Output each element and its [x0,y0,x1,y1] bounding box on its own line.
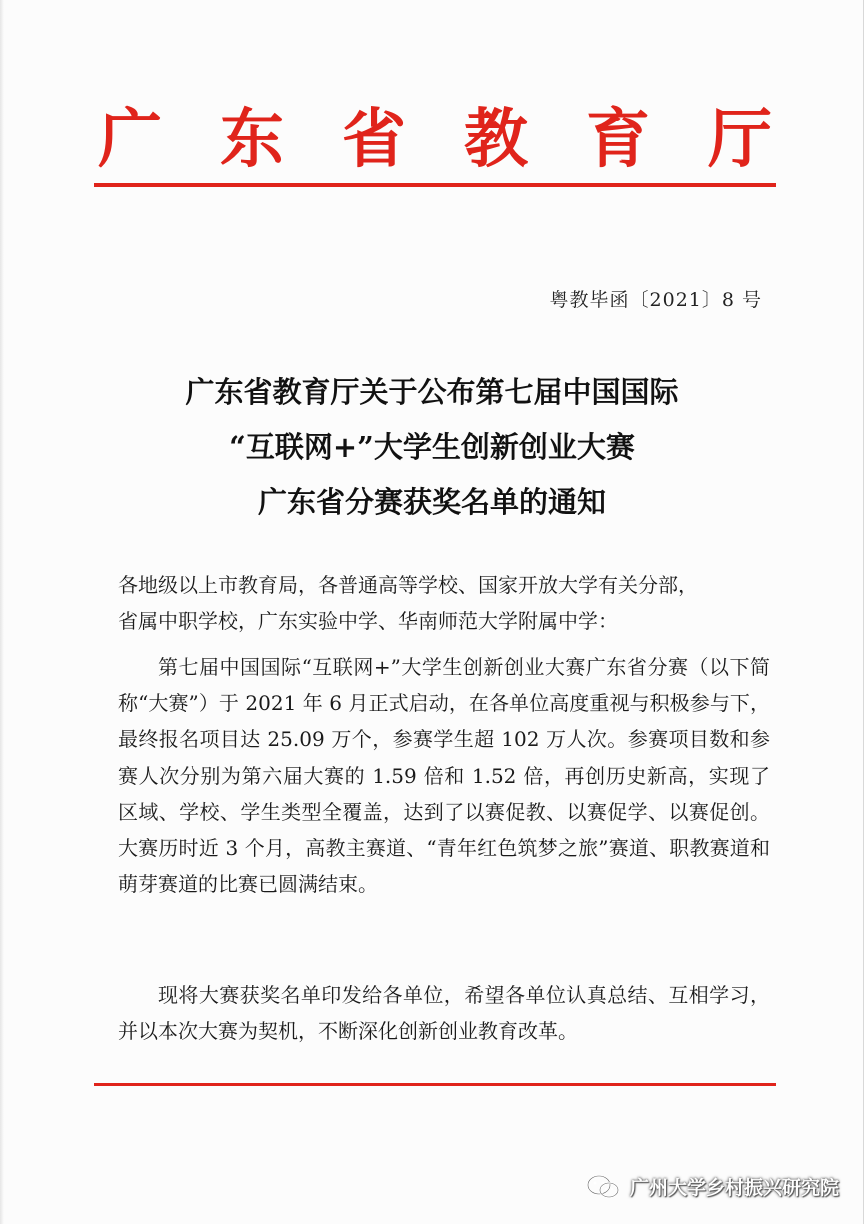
header-red-divider [94,183,776,187]
recipients-line-1: 各地级以上市教育局，各普通高等学校、国家开放大学有关分部， [118,573,698,597]
title-char: 广 [98,102,162,177]
heading-line-1: 广东省教育厅关于公布第七届中国国际 [185,375,679,409]
title-char: 东 [220,102,284,177]
recipients-line-2: 省属中职学校，广东实验中学、华南师范大学附属中学： [118,609,618,633]
watermark-text: 广州大学乡村振兴研究院 [629,1177,839,1199]
wechat-icon [586,1174,620,1200]
document-number: 粤教毕函〔2021〕8 号 [549,289,762,311]
title-char: 育 [586,102,650,177]
issuing-authority-title [95,100,775,180]
heading-line-2: “互联网+”大学生创新创业大赛 [229,430,635,464]
title-char: 教 [464,102,528,177]
notice-heading [100,365,764,530]
title-char: 厅 [708,102,772,177]
footer-red-divider [94,1083,776,1086]
heading-line-3: 广东省分赛获奖名单的通知 [257,485,606,519]
recipients-block [118,567,778,639]
title-char: 省 [342,102,406,177]
account-watermark [586,1173,839,1200]
page-edge-shadow [0,0,4,1224]
body-paragraph-2: 现将大赛获奖名单印发给各单位，希望各单位认真总结、互相学习，并以本次大赛为契机，不断深化创新创业教育改革。 [118,983,770,1044]
body-paragraph-1: 第七届中国国际“互联网+”大学生创新创业大赛广东省分赛（以下简称“大赛”）于 2021 年 6 月正式启动，在各单位高度重视与积极参与下，最终报名项目达 25.09 万个，参赛学生超 102 万人次。参赛项目数和参赛人次分别为第六届大赛的 1.59 倍和 1.52 倍，再创历史新高，实现了区域、学校、学生类型全覆盖，达到了以赛促教、以赛促学、以赛促创。大赛历时近 3 个月，高教主赛道、“青年红色筑梦之旅”赛道、职教赛道和萌芽赛道的比赛已圆满结束。 [118,655,770,897]
